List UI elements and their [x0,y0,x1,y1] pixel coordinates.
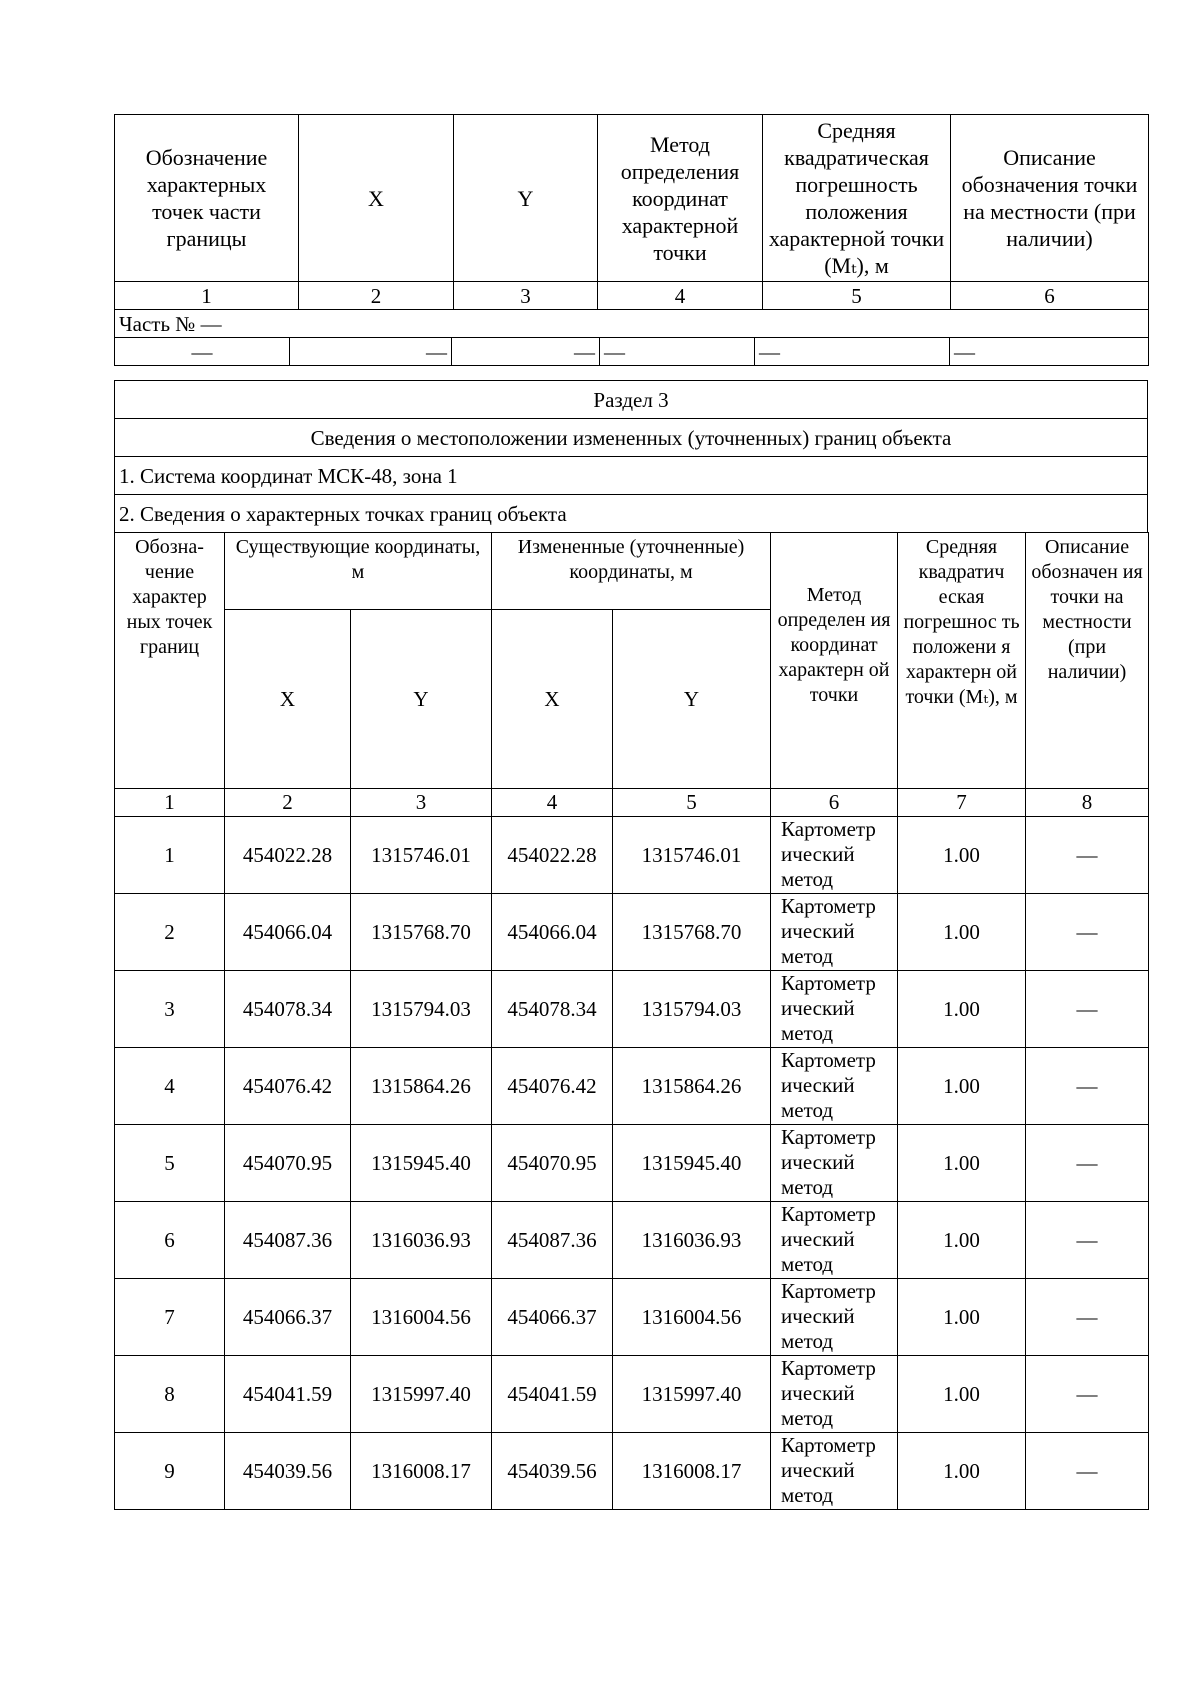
changed-x: 454039.56 [492,1432,613,1509]
point-number: 8 [115,1355,225,1432]
point-number: 2 [115,893,225,970]
method: Картометр ический метод [771,1355,898,1432]
col-number: 1 [115,788,225,816]
empty-cell: — [950,338,1149,366]
part-empty-row [115,338,1149,366]
description: — [1026,1355,1149,1432]
empty-cell: — [600,338,755,366]
header-designation: Обозна-чение характер ных точек границ [115,532,225,788]
changed-y: 1315794.03 [613,970,771,1047]
table-row [115,970,1149,1047]
point-number: 9 [115,1432,225,1509]
col-number: 7 [898,788,1026,816]
error-value: 1.00 [898,816,1026,893]
existing-y: 1315997.40 [351,1355,492,1432]
header-x: X [225,609,351,788]
existing-y: 1315945.40 [351,1124,492,1201]
points-title: 2. Сведения о характерных точках границ объекта [115,495,1148,533]
header-error: Средняя квадратич еская погрешнос ть положени я характерн ой точки (Mₜ), м [898,532,1026,788]
section-title: Раздел 3 [115,381,1148,419]
error-value: 1.00 [898,893,1026,970]
description: — [1026,1201,1149,1278]
error-value: 1.00 [898,970,1026,1047]
points-table [114,532,1149,1510]
table-row [115,1124,1149,1201]
error-value: 1.00 [898,1432,1026,1509]
existing-x: 454070.95 [225,1124,351,1201]
header-method: Метод определения координат характерной точки [598,115,763,282]
header-existing-coords: Существующие координаты, м [225,532,492,609]
col-number: 2 [299,282,454,310]
changed-y: 1316004.56 [613,1278,771,1355]
col-number: 8 [1026,788,1149,816]
existing-y: 1316036.93 [351,1201,492,1278]
existing-x: 454076.42 [225,1047,351,1124]
col-number: 4 [598,282,763,310]
header-changed-coords: Измененные (уточненные) координаты, м [492,532,771,609]
table-row [115,1432,1149,1509]
existing-y: 1316004.56 [351,1278,492,1355]
existing-y: 1315768.70 [351,893,492,970]
point-number: 6 [115,1201,225,1278]
changed-x: 454066.37 [492,1278,613,1355]
header-error: Средняя квадратическая погрешность положения характерной точки (Mₜ), м [763,115,951,282]
table-row [115,1047,1149,1124]
col-number: 5 [763,282,951,310]
part-table-header-row [115,115,1149,282]
table-row [115,1355,1149,1432]
existing-x: 454066.04 [225,893,351,970]
empty-cell: — [115,338,290,366]
error-value: 1.00 [898,1355,1026,1432]
part-label: Часть № — [115,310,1149,338]
col-number: 5 [613,788,771,816]
description: — [1026,816,1149,893]
changed-y: 1315945.40 [613,1124,771,1201]
existing-x: 454087.36 [225,1201,351,1278]
header-designation: Обозначение характерных точек части границы [115,115,299,282]
changed-x: 454066.04 [492,893,613,970]
header-x: X [299,115,454,282]
empty-cell: — [452,338,600,366]
method: Картометр ический метод [771,970,898,1047]
section-subtitle: Сведения о местоположении измененных (уточненных) границ объекта [115,419,1148,457]
col-number: 3 [454,282,598,310]
changed-x: 454041.59 [492,1355,613,1432]
existing-y: 1315794.03 [351,970,492,1047]
existing-x: 454022.28 [225,816,351,893]
point-number: 7 [115,1278,225,1355]
points-header-row-1 [115,532,1149,609]
error-value: 1.00 [898,1124,1026,1201]
header-y: Y [351,609,492,788]
method: Картометр ический метод [771,1047,898,1124]
existing-y: 1315864.26 [351,1047,492,1124]
points-body [115,816,1149,1509]
header-y2: Y [613,609,771,788]
changed-y: 1316008.17 [613,1432,771,1509]
method: Картометр ический метод [771,816,898,893]
col-number: 1 [115,282,299,310]
changed-y: 1315768.70 [613,893,771,970]
table-row [115,1201,1149,1278]
section-header-table [114,380,1148,533]
part-rows-table [114,310,1149,366]
empty-cell: — [755,338,950,366]
table-row [115,893,1149,970]
col-number: 4 [492,788,613,816]
col-number: 3 [351,788,492,816]
description: — [1026,893,1149,970]
method: Картометр ический метод [771,1432,898,1509]
method: Картометр ический метод [771,893,898,970]
point-number: 5 [115,1124,225,1201]
method: Картометр ический метод [771,1278,898,1355]
changed-x: 454087.36 [492,1201,613,1278]
point-number: 3 [115,970,225,1047]
part-table-number-row [115,282,1149,310]
table-row [115,816,1149,893]
changed-y: 1315746.01 [613,816,771,893]
description: — [1026,970,1149,1047]
part-points-table [114,114,1149,310]
description: — [1026,1432,1149,1509]
changed-y: 1316036.93 [613,1201,771,1278]
method: Картометр ический метод [771,1201,898,1278]
part-label-row [115,310,1149,338]
header-description: Описание обозначен ия точки на местности (при наличии) [1026,532,1149,788]
col-number: 6 [951,282,1149,310]
empty-cell: — [290,338,452,366]
description: — [1026,1124,1149,1201]
header-description: Описание обозначения точки на местности (при наличии) [951,115,1149,282]
existing-x: 454041.59 [225,1355,351,1432]
changed-x: 454022.28 [492,816,613,893]
existing-y: 1315746.01 [351,816,492,893]
col-number: 2 [225,788,351,816]
error-value: 1.00 [898,1201,1026,1278]
error-value: 1.00 [898,1278,1026,1355]
document-sheet [114,114,1148,1510]
changed-y: 1315864.26 [613,1047,771,1124]
header-method: Метод определен ия координат характерн ой точки [771,532,898,788]
header-y: Y [454,115,598,282]
existing-x: 454039.56 [225,1432,351,1509]
table-row [115,1278,1149,1355]
points-number-row [115,788,1149,816]
changed-y: 1315997.40 [613,1355,771,1432]
method: Картометр ический метод [771,1124,898,1201]
changed-x: 454078.34 [492,970,613,1047]
header-x2: X [492,609,613,788]
col-number: 6 [771,788,898,816]
description: — [1026,1278,1149,1355]
changed-x: 454070.95 [492,1124,613,1201]
point-number: 1 [115,816,225,893]
error-value: 1.00 [898,1047,1026,1124]
description: — [1026,1047,1149,1124]
coordinate-system: 1. Система координат МСК-48, зона 1 [115,457,1148,495]
point-number: 4 [115,1047,225,1124]
existing-x: 454078.34 [225,970,351,1047]
existing-x: 454066.37 [225,1278,351,1355]
existing-y: 1316008.17 [351,1432,492,1509]
changed-x: 454076.42 [492,1047,613,1124]
